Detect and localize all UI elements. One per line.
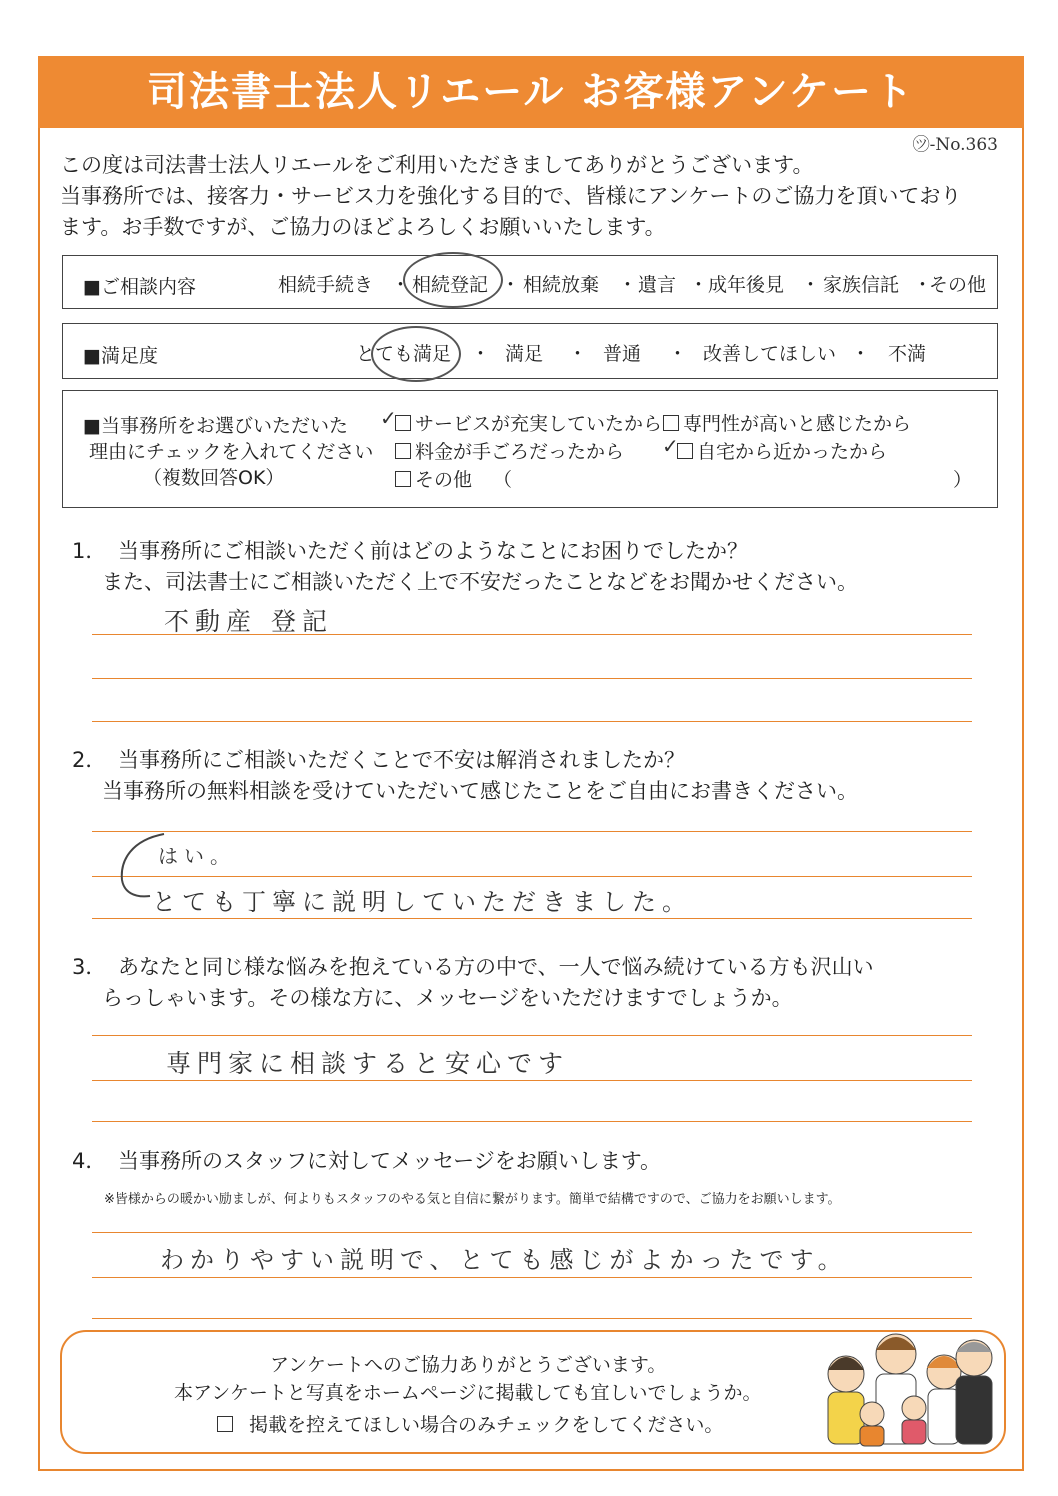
reason-text: その他 [415,469,473,491]
reasons-label: 理由にチェックを入れてください [89,441,374,463]
answer-line [92,1080,972,1081]
answer-line [92,634,972,635]
footer-thanks: アンケートへのご協力ありがとうございます。 [270,1354,667,1376]
separator: ・ [668,343,688,365]
question-text: 当事務所にご相談いただくことで不安は解消されましたか？ [118,748,685,772]
reason-option[interactable] [395,437,624,464]
question-1 [72,536,858,598]
separator: ・ [913,274,933,296]
satisfaction-option[interactable]: 普通 [603,343,642,365]
consultation-option[interactable]: 相続手続き [278,274,374,296]
satisfaction-label: ■満足度 [83,345,158,367]
answer-line [92,876,972,877]
footer-consent-box [60,1330,1006,1454]
consultation-option[interactable]: 家族信託 [823,274,900,296]
question-number: 1． [72,539,107,563]
selection-circle [403,252,503,308]
answer-line [92,1232,972,1233]
reason-option-checked[interactable] [677,437,887,464]
consultation-option[interactable]: その他 [929,274,987,296]
reasons-label: ■当事務所をお選びいただいた [83,415,348,437]
intro-line: 当事務所では、接客力・サービス力を強化する目的で、皆様にアンケートのご協力を頂いており [60,184,962,208]
intro-text [60,150,1020,243]
answer-line [92,918,972,919]
family-illustration [794,1322,994,1448]
footer-question: 本アンケートと写真をホームページに掲載しても宜しいでしょうか。 [174,1382,762,1404]
satisfaction-option[interactable]: 不満 [888,343,927,365]
answer-line [92,721,972,722]
separator: ・ [501,274,521,296]
question-number: 2． [72,748,107,772]
reason-text: 専門性が高いと感じたから [683,413,912,435]
question-subtext: らっしゃいます。その様な方に、メッセージをいただけますでしょうか。 [102,986,793,1010]
other-paren-open: （ [493,469,513,491]
question-2 [72,745,858,807]
reasons-label: （複数回答OK） [143,467,285,489]
consent-text: 掲載を控えてほしい場合のみチェックをしてください。 [249,1414,724,1436]
separator: ・ [391,274,411,296]
page-title: 司法書士法人リエール お客様アンケート [38,56,1024,128]
selection-circle [371,326,461,382]
satisfaction-box [62,323,998,379]
consultation-option[interactable]: 成年後見 [708,274,785,296]
answer-line [92,1121,972,1122]
checkbox-icon[interactable] [395,415,411,431]
answer-handwriting: とても丁寧に説明していただきました。 [152,888,692,916]
separator: ・ [851,343,871,365]
question-note: ※皆様からの暖かい励ましが、何よりもスタッフのやる気と自信に繋がります。簡単で結構ですので、ご協力をお願いします。 [104,1192,841,1207]
reason-text: 料金が手ごろだったから [415,441,625,463]
reasons-box [62,390,998,508]
question-subtext: 当事務所の無料相談を受けていただいて感じたことをご自由にお書きください。 [102,779,858,803]
answer-line [92,678,972,679]
question-text: 当事務所にご相談いただく前はどのようなことにお困りでしたか？ [118,539,748,563]
consultation-box [62,255,998,309]
separator: ・ [801,274,821,296]
checkbox-icon[interactable] [395,471,411,487]
question-text: 当事務所のスタッフに対してメッセージをお願いします。 [118,1149,662,1173]
consultation-option-selected[interactable]: 相続登記 [412,274,489,296]
question-4 [72,1146,661,1177]
answer-line [92,831,972,832]
bracket-scribble [112,830,172,910]
consultation-option[interactable]: 相続放棄 [523,274,600,296]
answer-handwriting: 専門家に相談すると安心です [166,1049,570,1078]
separator: ・ [568,343,588,365]
reason-option-checked[interactable] [395,409,662,436]
answer-handwriting: はい。 [158,844,236,868]
footer-consent[interactable] [217,1410,723,1437]
intro-line: この度は司法書士法人リエールをご利用いただきましてありがとうございます。 [60,153,814,177]
answer-line [92,1277,972,1278]
reason-text: サービスが充実していたから [415,413,663,435]
reason-text: 自宅から近かったから [697,441,888,463]
separator: ・ [689,274,709,296]
answer-handwriting: わかりやすい説明で、とても感じがよかったです。 [160,1246,848,1274]
consent-checkbox[interactable] [217,1416,233,1432]
answer-handwriting: 不動産 登記 [164,607,333,636]
answer-line [92,1318,972,1319]
other-paren-close: ） [953,469,973,491]
consultation-label: ■ご相談内容 [83,276,196,298]
question-3 [72,952,874,1014]
checkbox-icon[interactable] [395,443,411,459]
satisfaction-option[interactable]: 改善してほしい [703,343,837,365]
separator: ・ [471,343,491,365]
satisfaction-option[interactable]: 満足 [505,343,544,365]
checkbox-icon[interactable] [677,443,693,459]
checkbox-icon[interactable] [663,415,679,431]
question-number: 3． [72,955,107,979]
question-number: 4． [72,1149,107,1173]
document-number: ㋡-No.363 [912,135,998,155]
reason-option[interactable] [663,409,911,436]
reason-option[interactable] [395,465,472,492]
question-text: あなたと同じ様な悩みを抱えている方の中で、一人で悩み続けている方も沢山い [118,955,874,979]
consultation-option[interactable]: 遺言 [638,274,677,296]
question-subtext: また、司法書士にご相談いただく上で不安だったことなどをお聞かせください。 [102,570,858,594]
answer-line [92,1035,972,1036]
satisfaction-option-selected[interactable]: とても満足 [356,343,452,365]
intro-line: ます。お手数ですが、ご協力のほどよろしくお願いいたします。 [60,215,666,239]
separator: ・ [618,274,638,296]
